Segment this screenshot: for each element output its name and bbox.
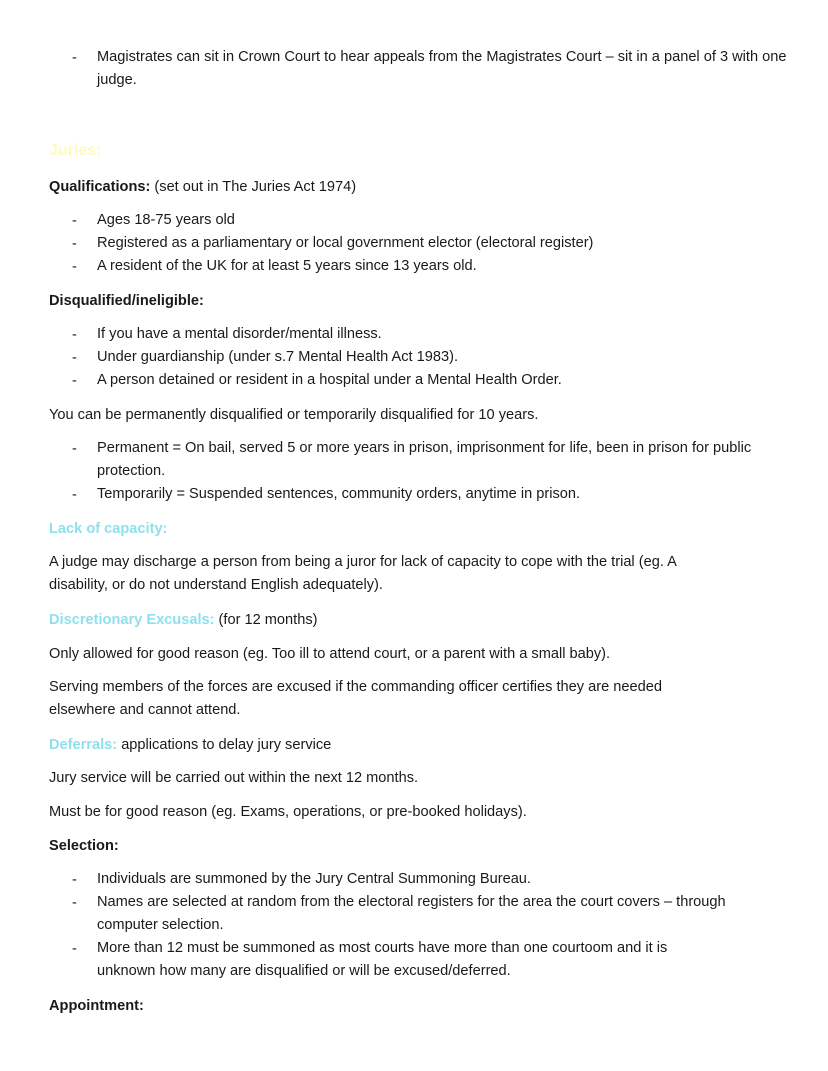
deferrals-para2: Must be for good reason (eg. Exams, operations, or pre-booked holidays). bbox=[49, 804, 527, 820]
selection-item: More than 12 must be summoned as most courts have more than one courtoom and it is unknown how many are disqualified or will be excused/deferred. bbox=[97, 940, 668, 979]
bullet-marker: - bbox=[72, 441, 77, 457]
qualifications-label: Qualifications: bbox=[49, 179, 151, 195]
appointment-label: Appointment: bbox=[49, 998, 144, 1014]
bullet-marker: - bbox=[72, 941, 77, 957]
disqualified-summary: You can be permanently disqualified or temporarily disqualified for 10 years. bbox=[49, 407, 539, 423]
intro-bullet-text: Magistrates can sit in Crown Court to hear appeals from the Magistrates Court – sit in a panel of 3 with one judge. bbox=[97, 49, 787, 88]
qualification-item: Registered as a parliamentary or local government elector (electoral register) bbox=[97, 235, 594, 251]
deferrals-heading: Deferrals: bbox=[49, 737, 118, 753]
selection-item: Individuals are summoned by the Jury Central Summoning Bureau. bbox=[97, 871, 531, 887]
bullet-marker: - bbox=[72, 487, 77, 503]
bullet-marker: - bbox=[72, 50, 77, 66]
disqualified-item: A person detained or resident in a hospital under a Mental Health Order. bbox=[97, 372, 562, 388]
disqualified-label: Disqualified/ineligible: bbox=[49, 293, 204, 309]
bullet-marker: - bbox=[72, 259, 77, 275]
deferrals-paragraph bbox=[49, 735, 331, 755]
qualification-item: A resident of the UK for at least 5 years since 13 years old. bbox=[97, 258, 477, 274]
discretionary-excusals-para2: Serving members of the forces are excused if the commanding officer certifies they are needed elsewhere and cannot attend. bbox=[49, 679, 662, 718]
lack-of-capacity-text: A judge may discharge a person from being a juror for lack of capacity to cope with the trial (eg. A disability, or do not understand English adequately). bbox=[49, 554, 677, 593]
bullet-marker: - bbox=[72, 373, 77, 389]
disqualified-item: Under guardianship (under s.7 Mental Health Act 1983). bbox=[97, 349, 459, 365]
deferrals-para1: Jury service will be carried out within the next 12 months. bbox=[49, 770, 419, 786]
discretionary-excusals-note: (for 12 months) bbox=[214, 612, 318, 628]
bullet-marker: - bbox=[72, 236, 77, 252]
bullet-marker: - bbox=[72, 895, 77, 911]
lack-of-capacity-heading: Lack of capacity: bbox=[49, 521, 168, 537]
discretionary-excusals-paragraph bbox=[49, 610, 318, 630]
qualifications-paragraph bbox=[49, 177, 356, 197]
bullet-marker: - bbox=[72, 350, 77, 366]
qualification-item: Ages 18-75 years old bbox=[97, 212, 235, 228]
bullet-marker: - bbox=[72, 213, 77, 229]
disqualification-type: Temporarily = Suspended sentences, community orders, anytime in prison. bbox=[97, 486, 581, 502]
discretionary-excusals-para1: Only allowed for good reason (eg. Too ill to attend court, or a parent with a small baby). bbox=[49, 646, 611, 662]
disqualification-type: Permanent = On bail, served 5 or more years in prison, imprisonment for life, been in prison for public protection. bbox=[97, 440, 752, 479]
disqualified-item: If you have a mental disorder/mental illness. bbox=[97, 326, 382, 342]
bullet-marker: - bbox=[72, 327, 77, 343]
selection-item: Names are selected at random from the electoral registers for the area the court covers – through computer selection. bbox=[97, 894, 726, 933]
discretionary-excusals-heading: Discretionary Excusals: bbox=[49, 612, 215, 628]
juries-heading: Juries: bbox=[49, 142, 102, 159]
deferrals-note: applications to delay jury service bbox=[117, 737, 332, 753]
qualifications-note: (set out in The Juries Act 1974) bbox=[150, 179, 357, 195]
bullet-marker: - bbox=[72, 872, 77, 888]
selection-label: Selection: bbox=[49, 838, 119, 854]
